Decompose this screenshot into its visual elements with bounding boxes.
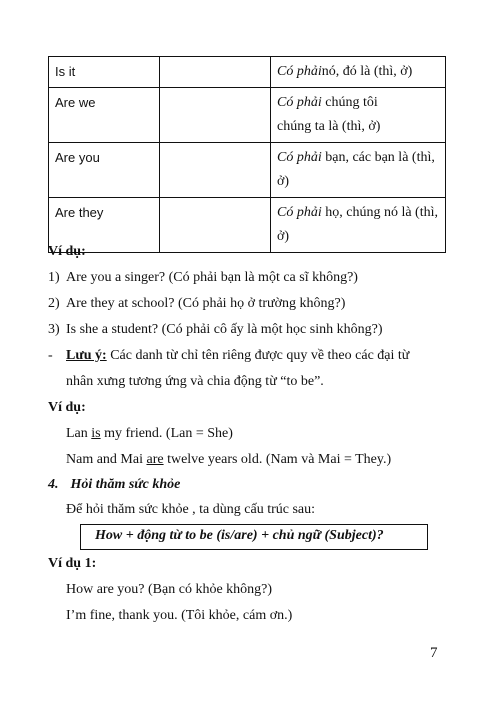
page-number: 7: [430, 645, 438, 661]
section-number: 4.: [48, 477, 59, 492]
table-cell-english: Are we: [49, 88, 160, 143]
example-item: [48, 294, 345, 314]
section-title: Hỏi thăm sức khỏe: [70, 477, 181, 492]
vi-rest: bạn, các bạn là (thì,: [321, 150, 435, 165]
item-text: Are you a singer? (Có phải bạn là một ca sĩ không?): [66, 270, 358, 285]
example-item: [48, 268, 358, 288]
vi-prefix: Có phải: [277, 64, 322, 79]
example-sentence: [66, 450, 391, 470]
vi-line2: ở): [277, 174, 290, 189]
table-cell-english: Is it: [49, 57, 160, 88]
note-text: Các danh từ chỉ tên riêng được quy về theo các đại từ: [106, 348, 410, 363]
to-be-question-table: [48, 56, 446, 253]
vi-rest: họ, chúng nó là (thì,: [321, 205, 438, 220]
item-number: 3): [48, 322, 60, 337]
underlined-verb: is: [91, 426, 101, 441]
note-line-continued: nhân xưng tương ứng và chia động từ “to be”.: [66, 374, 324, 389]
table-row: [49, 57, 446, 88]
table-cell-blank: [160, 198, 271, 253]
note-line: [48, 346, 409, 366]
table-cell-blank: [160, 57, 271, 88]
example-sentence: [66, 424, 233, 444]
sentence-part: Lan: [66, 426, 92, 441]
example-heading: Ví dụ:: [48, 244, 86, 259]
table-cell-vietnamese: [271, 57, 446, 88]
item-text: Is she a student? (Có phải cô ấy là một học sinh không?): [66, 322, 383, 337]
table-row: [49, 143, 446, 198]
note-label: Lưu ý:: [66, 348, 107, 363]
example-item: [48, 320, 382, 340]
item-number: 1): [48, 270, 60, 285]
table-row: [49, 88, 446, 143]
sentence-part: twelve years old. (Nam và Mai = They.): [163, 452, 392, 467]
table-cell-vietnamese: [271, 143, 446, 198]
item-number: 2): [48, 296, 60, 311]
vi-prefix: Có phải: [277, 95, 322, 110]
table-cell-english: Are you: [49, 143, 160, 198]
section-heading: [48, 475, 180, 495]
vi-rest: nó, đó là (thì, ở): [321, 64, 413, 79]
example-sentence: I’m fine, thank you. (Tôi khỏe, cám ơn.): [66, 608, 293, 623]
vi-prefix: Có phải: [277, 205, 322, 220]
note-dash: -: [48, 348, 53, 363]
table-cell-blank: [160, 88, 271, 143]
formula-text: How + động từ to be (is/are) + chủ ngữ (Subject)?: [95, 528, 384, 543]
example-sentence: How are you? (Bạn có khỏe không?): [66, 582, 273, 597]
vi-line2: ở): [277, 229, 290, 244]
example-heading: Ví dụ 1:: [48, 556, 97, 571]
vi-line2: chúng ta là (thì, ở): [277, 119, 381, 134]
table-cell-vietnamese: [271, 88, 446, 143]
vi-rest: chúng tôi: [321, 95, 378, 110]
item-text: Are they at school? (Có phải họ ở trường không?): [66, 296, 346, 311]
example-heading: Ví dụ:: [48, 400, 86, 415]
sentence-part: my friend. (Lan = She): [100, 426, 233, 441]
table-cell-blank: [160, 143, 271, 198]
underlined-verb: are: [146, 452, 164, 467]
formula-box: [80, 524, 428, 550]
section-intro: Để hỏi thăm sức khỏe , ta dùng cấu trúc sau:: [66, 502, 316, 517]
sentence-part: Nam and Mai: [66, 452, 147, 467]
table-cell-vietnamese: [271, 198, 446, 253]
table-row: [49, 198, 446, 253]
vi-prefix: Có phải: [277, 150, 322, 165]
table-cell-english: Are they: [49, 198, 160, 253]
